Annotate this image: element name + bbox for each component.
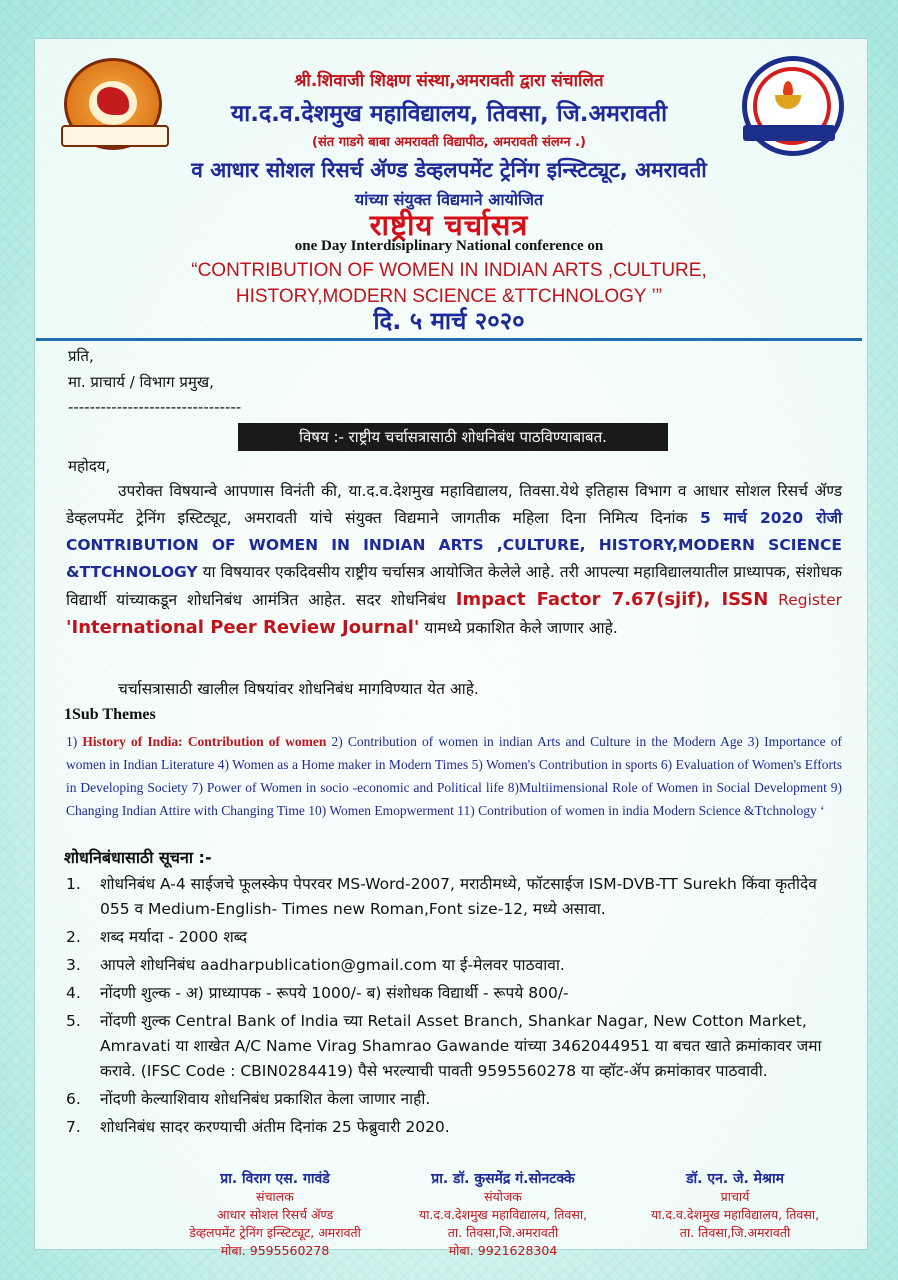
event-date: दि. ५ मार्च २०२०: [373, 307, 525, 335]
notice-item: 5. नोंदणी शुल्क Central Bank of India च्या Retail Asset Branch, Shankar Nagar, New Cotton Market, Amravati या शाखेत A/C Name Virag Shamrao Gawande यांच्या 3462044951 या बचत खाते क्रमांकावर जमा करावे. (IFSC Code : CBIN0284419) पैसे भरल्याची पावती 9595560278 या व्हॉट-ॲप क्रमांकावर पाठवावी.: [66, 1012, 822, 1080]
notice-title: शोधनिबंधासाठी सूचना :-: [64, 848, 212, 867]
body-date-topic: 5 मार्च 2020 रोजी CONTRIBUTION OF WOMEN IN INDIAN ARTS ,CULTURE, HISTORY,MODERN SCIENCE &TTCHNOLOGY: [66, 509, 843, 581]
notice-item: 7. शोधनिबंध सादर करण्याची अंतीम दिनांक 25 फेब्रुवारी 2020.: [66, 1118, 450, 1136]
themes-rest: 2) Contribution of women in indian Arts and Culture in the Modern Age 3) Importance of women in Indian Literature 4) Women as a Home maker in Modern Times 5) Women's Contribution in sports 6) Evaluation of Women's Efforts in Developing Society 7) Power of Women in socio -economic and Political life 8)Multiimensional Role of Women in Social Development 9) Changing Indian Attire with Changing Time 10) Women Emopwerment 11) Contribution of women in india Modern Science &Ttchnology ‘: [66, 734, 842, 818]
subject-box: विषय :- राष्ट्रीय चर्चासत्रासाठी शोधनिबंध पाठविण्याबाबत.: [238, 423, 668, 451]
signatory-director: प्रा. विराग एस. गावंडे संचालक आधार सोशल रिसर्च ॲण्ड डेव्हलपमेंट ट्रेनिंग इन्स्टिट्यूट, अमरावती मोबा. 9595560278: [189, 1171, 361, 1258]
notice-item: 2. शब्द मर्यादा - 2000 शब्द: [66, 928, 248, 946]
event-title: राष्ट्रीय चर्चासत्र: [369, 208, 529, 242]
body-paragraph: [66, 478, 842, 642]
salutation: महोदय,: [68, 457, 111, 475]
topic-line-2: HISTORY,MODERN SCIENCE &TTCHNOLOGY ’”: [235, 286, 663, 307]
notice-item: 4. नोंदणी शुल्क - अ) प्राध्यापक - रूपये 1000/- ब) संशोधक विद्यार्थी - रूपये 800/-: [66, 984, 569, 1002]
body-register: Register: [768, 591, 842, 609]
header-affiliation: (संत गाडगे बाबा अमरावती विद्यापीठ, अमरावती संलग्न .): [312, 135, 586, 150]
signatory-principal: डॉ. एन. जे. मेश्राम प्राचार्य या.द.व.देशमुख महाविद्यालय, तिवसा, ता. तिवसा,जि.अमरावती: [650, 1171, 820, 1240]
notice-item: 1. शोधनिबंध A-4 साईजचे फूलस्केप पेपरवर MS-Word-2007, मराठीमध्ये, फॉटसाईज ISM-DVB-TT Surekh किंवा कृतीदेव 055 व Medium-English- Times new Roman,Font size-12, मध्ये असावा.: [66, 875, 817, 918]
themes-title: 1Sub Themes: [64, 706, 156, 723]
theme-first: History of India: Contribution of women: [82, 734, 327, 749]
address-to: प्रति,: [68, 347, 94, 365]
header-institute: व आधार सोशल रिसर्च ॲण्ड डेव्हलपमेंट ट्रेनिंग इन्स्टिट्यूट, अमरावती: [191, 158, 707, 182]
notice-list: [66, 872, 846, 1143]
body-impact-factor: Impact Factor 7.67(sjif), ISSN: [455, 589, 769, 610]
theme-first-num: 1): [66, 734, 83, 749]
themes-list: [66, 730, 842, 822]
address-blank-line: --------------------------------: [68, 398, 242, 416]
topic-line-1: “CONTRIBUTION OF WOMEN IN INDIAN ARTS ,CULTURE,: [191, 260, 707, 281]
body-journal: 'International Peer Review Journal': [66, 617, 420, 638]
header-society: श्री.शिवाजी शिक्षण संस्था,अमरावती द्वारा संचालित: [294, 71, 604, 91]
notice-item: 3. आपले शोधनिबंध aadharpublication@gmail.com या ई-मेलवर पाठवावा.: [66, 956, 565, 974]
header-college: या.द.व.देशमुख महाविद्यालय, तिवसा, जि.अमरावती: [230, 101, 668, 127]
body-text-a: उपरोक्त विषयान्वे आपणास विनंती की, या.द.व.देशमुख महाविद्यालय, तिवसा.येथे इतिहास विभाग व आधार सोशल रिसर्च ॲण्ड डेव्हलपमेंट ट्रेनिंग इस्टिट्यूट, अमरावती यांचे संयुक्त विद्यमाने जागतीक महिला दिना निमित्य दिनांक: [66, 482, 842, 527]
conference-line: one Day Interdisiplinary National conference on: [294, 238, 604, 254]
body-text-c: यामध्ये प्रकाशित केले जाणार आहे.: [419, 619, 618, 637]
header-divider: [36, 338, 862, 341]
address-recipient: मा. प्राचार्य / विभाग प्रमुख,: [68, 373, 214, 391]
notice-item: 6. नोंदणी केल्याशिवाय शोधनिबंध प्रकाशित केला जाणार नाही.: [66, 1090, 431, 1108]
header-jointly: यांच्या संयुक्त विद्यमाने आयोजित: [354, 190, 544, 209]
signatory-convener: प्रा. डॉ. कुसमेंद्र गं.सोनटक्के संयोजक या.द.व.देशमुख महाविद्यालय, तिवसा, ता. तिवसा,जि.अमरावती मोबा. 9921628304: [418, 1171, 588, 1258]
body-themes-intro: चर्चासत्रासाठी खालील विषयांवर शोधनिबंध मागविण्यात येत आहे.: [118, 680, 479, 698]
body-text-b: या विषयावर एकदिवसीय राष्ट्रीय चर्चासत्र आयोजित केलेले आहे. तरी आपल्या महाविद्यालयातील प्राध्यापक, संशोधक विद्यार्थी यांच्याकडून शोधनिबंध आमंत्रित आहेत. सदर शोधनिबंध: [66, 563, 842, 609]
